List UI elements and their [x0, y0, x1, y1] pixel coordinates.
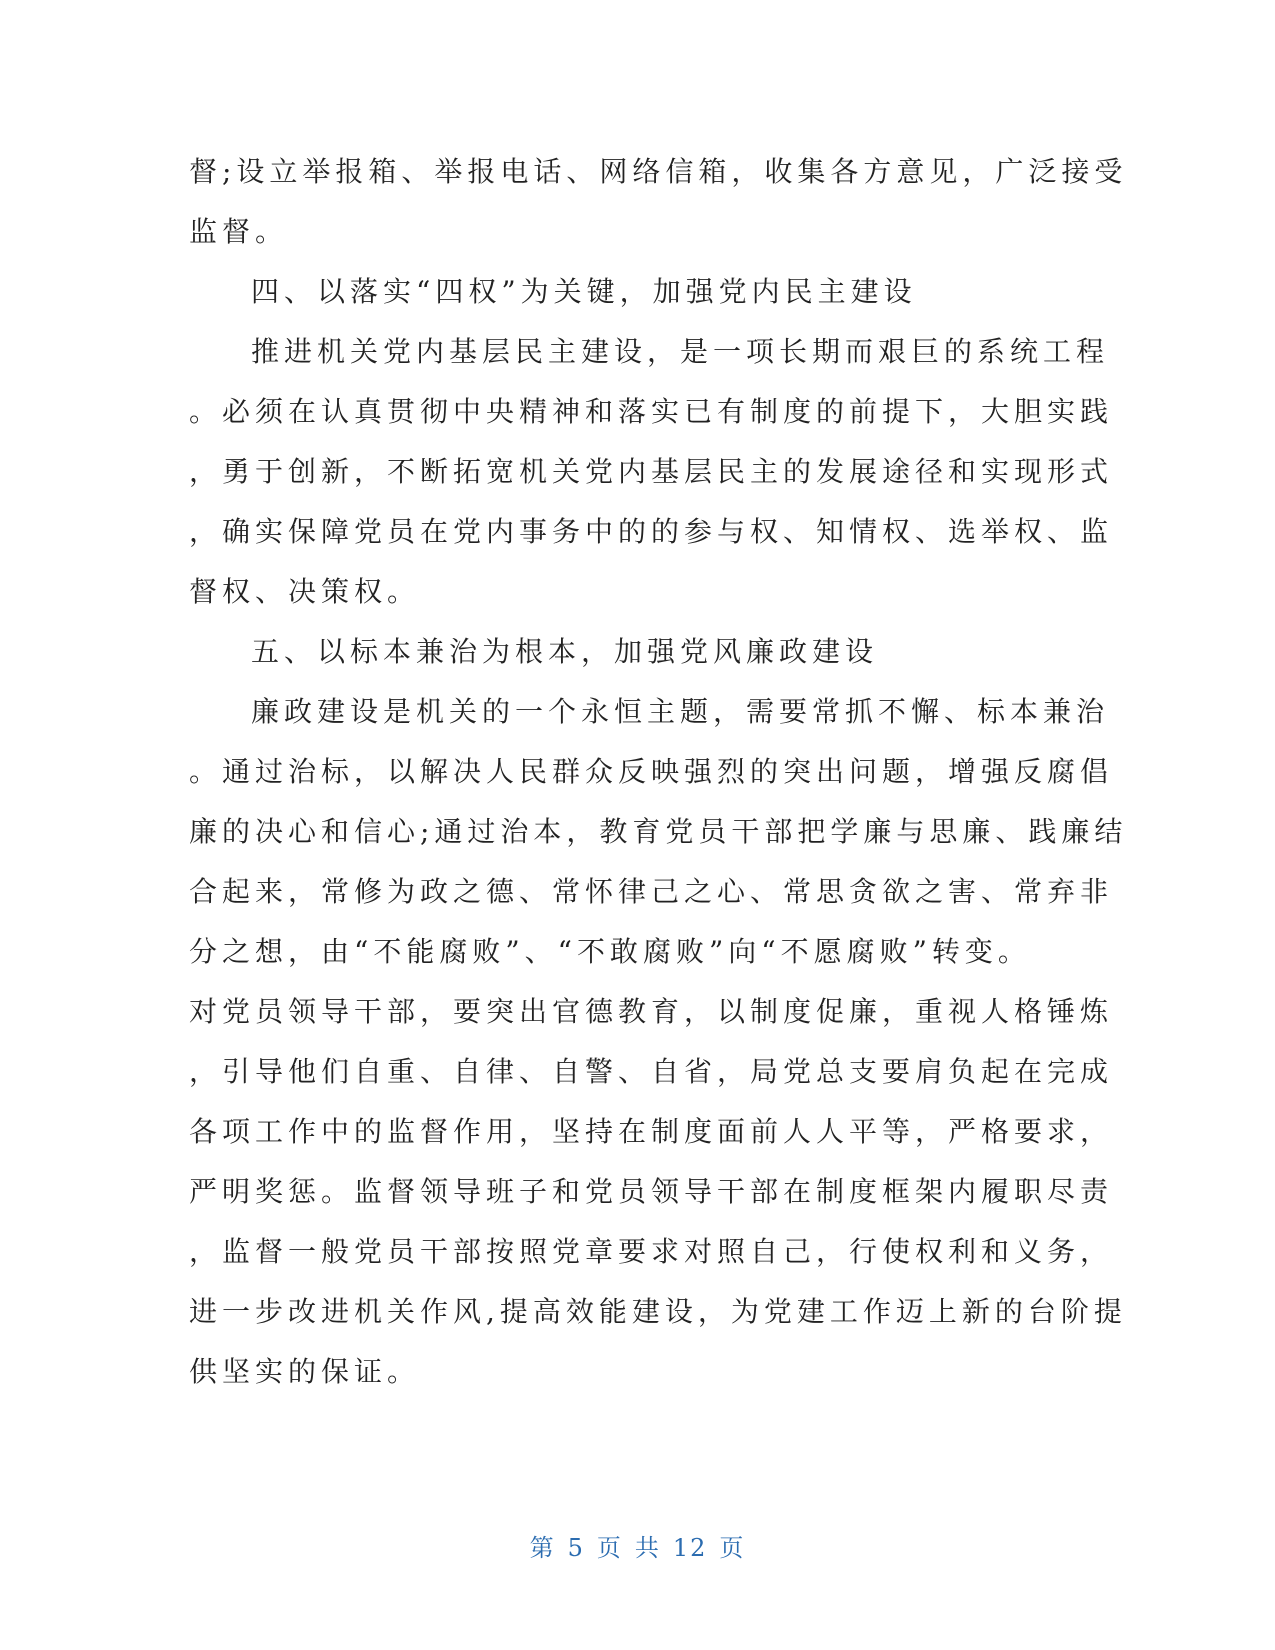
section-heading-five: 五、以标本兼治为根本，加强党风廉政建设 [251, 635, 879, 668]
text-line: 对党员领导干部，要突出官德教育，以制度促廉，重视人格锤炼 [189, 995, 1114, 1028]
text-line: 供坚实的保证。 [189, 1355, 421, 1388]
text-line: 进一步改进机关作风,提高效能建设，为党建工作迈上新的台阶提 [189, 1295, 1127, 1328]
text-line: ，确实保障党员在党内事务中的的参与权、知情权、选举权、监 [189, 515, 1114, 548]
text-line: 分之想，由“不能腐败”、“不敢腐败”向“不愿腐败”转变。 [189, 935, 1031, 968]
text-line: ，监督一般党员干部按照党章要求对照自己，行使权利和义务， [189, 1235, 1114, 1268]
text-line: 。通过治标，以解决人民群众反映强烈的突出问题，增强反腐倡 [189, 755, 1114, 788]
text-line: 各项工作中的监督作用，坚持在制度面前人人平等，严格要求， [189, 1115, 1114, 1148]
section-heading-four: 四、以落实“四权”为关键，加强党内民主建设 [251, 275, 917, 308]
text-line: 严明奖惩。监督领导班子和党员领导干部在制度框架内履职尽责 [189, 1175, 1114, 1208]
paragraph-start: 推进机关党内基层民主建设，是一项长期而艰巨的系统工程 [251, 335, 1110, 368]
text-line: 督权、决策权。 [189, 575, 421, 608]
footer-suffix: 页 [719, 1534, 746, 1562]
footer-prefix: 第 [529, 1534, 556, 1562]
text-line: ，引导他们自重、自律、自警、自省，局党总支要肩负起在完成 [189, 1055, 1114, 1088]
body-text [189, 142, 1128, 1402]
footer-total-label: 共 [634, 1534, 661, 1562]
total-pages-number: 12 [672, 1534, 708, 1562]
current-page-number: 5 [567, 1534, 585, 1562]
text-line: 。必须在认真贯彻中央精神和落实已有制度的前提下，大胆实践 [189, 395, 1114, 428]
text-line: 督;设立举报箱、举报电话、网络信箱，收集各方意见，广泛接受 [189, 155, 1128, 188]
text-line: 监督。 [189, 215, 289, 248]
footer-mid: 页 [596, 1534, 623, 1562]
text-line: ，勇于创新，不断拓宽机关党内基层民主的发展途径和实现形式 [189, 455, 1114, 488]
page-footer [0, 1528, 1275, 1563]
text-line: 廉的决心和信心;通过治本，教育党员干部把学廉与思廉、践廉结 [189, 815, 1128, 848]
text-line: 合起来，常修为政之德、常怀律己之心、常思贪欲之害、常弃非 [189, 875, 1114, 908]
paragraph-start: 廉政建设是机关的一个永恒主题，需要常抓不懈、标本兼治 [251, 695, 1110, 728]
